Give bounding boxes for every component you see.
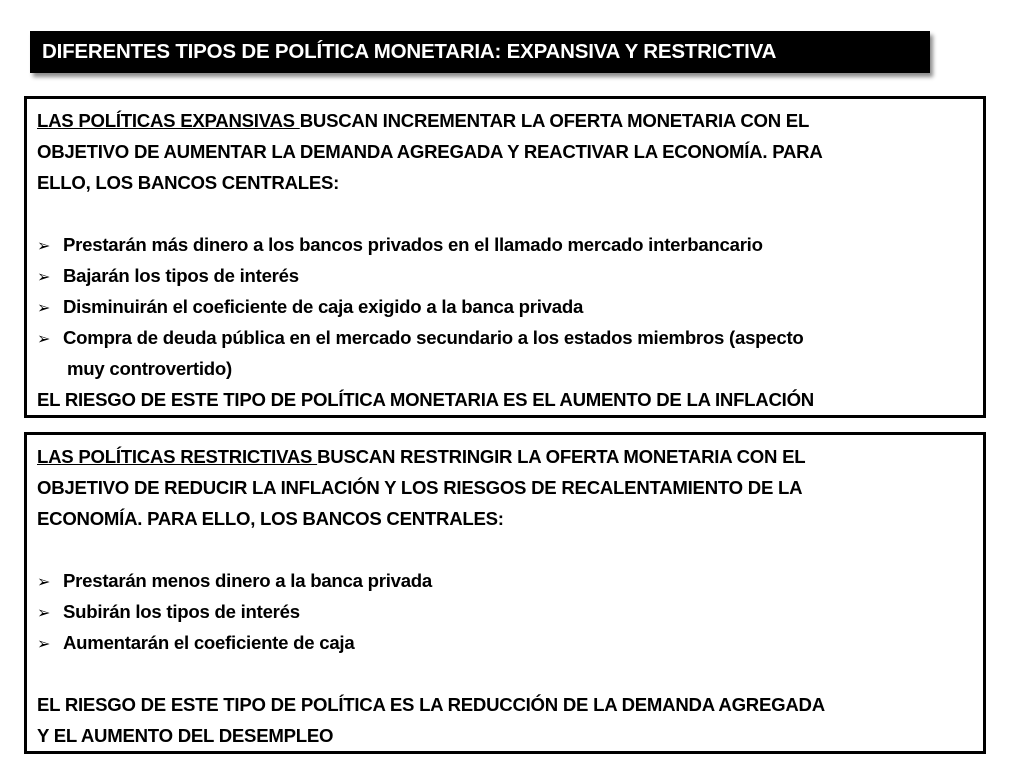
restrictive-bullet-text: Prestarán menos dinero a la banca privada bbox=[63, 570, 433, 591]
restrictive-policy-panel bbox=[24, 432, 986, 754]
restrictive-intro-rest: BUSCAN RESTRINGIR LA OFERTA MONETARIA CON EL bbox=[317, 446, 806, 467]
expansive-bullet-text: Compra de deuda pública en el mercado secundario a los estados miembros (aspecto bbox=[63, 327, 804, 348]
restrictive-bullet-item bbox=[37, 596, 973, 627]
arrow-bullet-icon: ➢ bbox=[37, 574, 51, 591]
restrictive-intro-line-2: OBJETIVO DE REDUCIR LA INFLACIÓN Y LOS RIESGOS DE RECALENTAMIENTO DE LA bbox=[37, 477, 803, 498]
expansive-bullet-item bbox=[37, 291, 973, 322]
arrow-bullet-icon: ➢ bbox=[37, 269, 51, 286]
restrictive-intro-line-1 bbox=[37, 441, 973, 472]
arrow-bullet-icon: ➢ bbox=[37, 636, 51, 653]
restrictive-bullet-item bbox=[37, 565, 973, 596]
spacer bbox=[37, 534, 973, 565]
restrictive-intro-line-3: ECONOMÍA. PARA ELLO, LOS BANCOS CENTRALES: bbox=[37, 508, 504, 529]
expansive-bullet-text: Prestarán más dinero a los bancos privados en el llamado mercado interbancario bbox=[63, 234, 763, 255]
restrictive-heading-underlined: LAS POLÍTICAS RESTRICTIVAS bbox=[37, 446, 318, 467]
expansive-intro-line-2: OBJETIVO DE AUMENTAR LA DEMANDA AGREGADA Y REACTIVAR LA ECONOMÍA. PARA bbox=[37, 141, 823, 162]
expansive-intro-rest: BUSCAN INCREMENTAR LA OFERTA MONETARIA CON EL bbox=[299, 110, 810, 131]
expansive-bullet-item bbox=[37, 322, 973, 353]
arrow-bullet-icon: ➢ bbox=[37, 331, 51, 348]
restrictive-bullet-item bbox=[37, 627, 973, 658]
expansive-intro-line-3: ELLO, LOS BANCOS CENTRALES: bbox=[37, 172, 340, 193]
spacer bbox=[37, 658, 973, 689]
restrictive-bullet-text: Subirán los tipos de interés bbox=[63, 601, 300, 622]
arrow-bullet-icon: ➢ bbox=[37, 300, 51, 317]
expansive-bullet-item bbox=[37, 260, 973, 291]
arrow-bullet-icon: ➢ bbox=[37, 238, 51, 255]
arrow-bullet-icon: ➢ bbox=[37, 605, 51, 622]
expansive-heading-underlined: LAS POLÍTICAS EXPANSIVAS bbox=[37, 110, 300, 131]
spacer bbox=[37, 198, 973, 229]
expansive-policy-panel bbox=[24, 96, 986, 418]
restrictive-risk-line-1: EL RIESGO DE ESTE TIPO DE POLÍTICA ES LA REDUCCIÓN DE LA DEMANDA AGREGADA bbox=[37, 694, 825, 715]
restrictive-bullet-text: Aumentarán el coeficiente de caja bbox=[63, 632, 355, 653]
expansive-bullet-text: Disminuirán el coeficiente de caja exigido a la banca privada bbox=[63, 296, 584, 317]
slide-title-bar bbox=[30, 31, 930, 73]
expansive-intro-line-1 bbox=[37, 105, 973, 136]
slide-title: DIFERENTES TIPOS DE POLÍTICA MONETARIA: EXPANSIVA Y RESTRICTIVA bbox=[42, 40, 777, 63]
restrictive-risk-line-2: Y EL AUMENTO DEL DESEMPLEO bbox=[37, 725, 334, 746]
expansive-risk-statement: EL RIESGO DE ESTE TIPO DE POLÍTICA MONETARIA ES EL AUMENTO DE LA INFLACIÓN bbox=[37, 389, 814, 410]
expansive-bullet-item bbox=[37, 229, 973, 260]
expansive-bullet-continuation: muy controvertido) bbox=[67, 358, 232, 379]
expansive-bullet-text: Bajarán los tipos de interés bbox=[63, 265, 299, 286]
